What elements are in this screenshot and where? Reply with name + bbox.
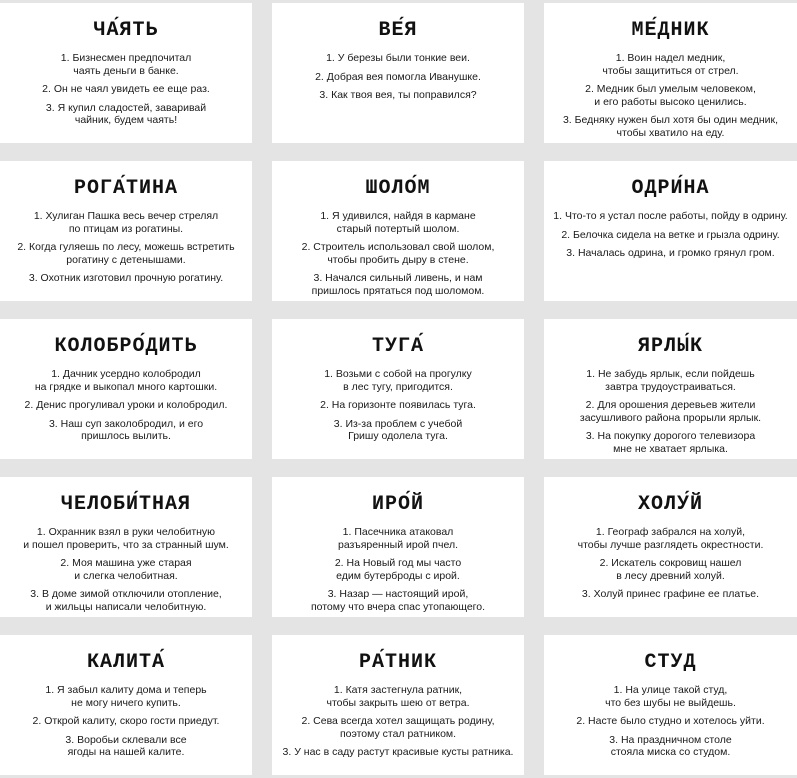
example-sentence: 3. Из-за проблем с учебой Гришу одолела туга. (333, 417, 463, 442)
word-card (0, 161, 252, 301)
example-sentence: 3. У нас в саду растут красивые кусты ратника. (282, 746, 514, 758)
example-sentence: 3. Охотник изготовил прочную рогатину. (28, 272, 224, 284)
example-sentence: 3. Назар — настоящий ирой, потому что вчера спас утопающего. (310, 588, 486, 613)
example-sentence: 1. У березы были тонкие веи. (326, 52, 470, 64)
word-card (544, 477, 797, 617)
example-sentence: 1. Я забыл калиту дома и теперь не могу ничего купить. (45, 684, 207, 709)
example-sentence: 3. На покупку дорогого телевизора мне не хватает ярлыка. (585, 430, 756, 455)
card-word: ТУГА́ (371, 335, 424, 358)
example-sentence: 2. Насте было студно и хотелось уйти. (576, 715, 765, 727)
example-sentence: 1. Катя застегнула ратник, чтобы закрыть шею от ветра. (326, 684, 470, 709)
word-card (544, 3, 797, 143)
card-word: СТУД (644, 651, 697, 674)
card-word: ШОЛО́М (365, 177, 431, 200)
card-word: МЕ́ДНИК (631, 19, 710, 42)
word-card (544, 161, 797, 301)
card-word: ХОЛУ́Й (637, 493, 703, 516)
card-word: ОДРИ́НА (631, 177, 710, 200)
word-card (272, 3, 524, 143)
example-sentence: 1. Хулиган Пашка весь вечер стрелял по птицам из рогатины. (33, 210, 219, 235)
example-sentence: 2. Денис прогуливал уроки и колобродил. (24, 399, 228, 411)
card-word: ЧА́ЯТЬ (93, 19, 159, 42)
example-sentence: 2. На Новый год мы часто едим бутерброды с ирой. (334, 557, 462, 582)
card-word: КАЛИТА́ (86, 651, 165, 674)
example-sentence: 1. Пасечника атаковал разъяренный ирой пчел. (337, 526, 459, 551)
example-sentence: 1. Что-то я устал после работы, пойду в одрину. (553, 210, 788, 222)
example-sentence: 3. Бедняку нужен был хотя бы один медник, чтобы хватило на еду. (562, 114, 779, 139)
example-sentence: 3. Начался сильный ливень, и нам пришлось прятаться под шоломом. (311, 272, 485, 297)
example-sentence: 3. Воробьи склевали все ягоды на нашей калите. (65, 733, 187, 758)
word-card (0, 319, 252, 459)
example-sentence: 2. Искатель сокровищ нашел в лесу древний холуй. (599, 557, 742, 582)
word-card (544, 635, 797, 775)
example-sentence: 3. Как твоя вея, ты поправился? (319, 89, 477, 101)
word-card (0, 635, 252, 775)
example-sentence: 2. Добрая вея помогла Иванушке. (315, 70, 481, 83)
card-word: РОГА́ТИНА (73, 177, 178, 200)
example-sentence: 1. Воин надел медник, чтобы защититься от стрел. (602, 52, 739, 77)
example-sentence: 2. Медник был умелым человеком, и его работы высоко ценились. (585, 83, 756, 108)
word-card (272, 635, 524, 775)
example-sentence: 3. Я купил сладостей, заваривай чайник, будем чаять! (45, 101, 207, 126)
example-sentence: 2. Для орошения деревьев жители засушливого района прорыли ярлык. (579, 399, 762, 424)
example-sentence: 1. Не забудь ярлык, если пойдешь завтра трудоустраиваться. (586, 368, 755, 393)
example-sentence: 1. Бизнесмен предпочитал чаять деньги в банке. (60, 52, 192, 77)
example-sentence: 1. Я удивился, найдя в кармане старый потертый шолом. (320, 210, 476, 235)
example-sentence: 2. Когда гуляешь по лесу, можешь встретить рогатину с детенышами. (17, 241, 235, 266)
example-sentence: 2. Моя машина уже старая и слегка челобитная. (60, 557, 192, 582)
word-card (544, 319, 797, 459)
card-word: ЯРЛЫ́К (637, 335, 703, 358)
card-word: ВЕ́Я (378, 19, 418, 42)
word-card (272, 477, 524, 617)
example-sentence: 3. В доме зимой отключили отопление, и жильцы написали челобитную. (30, 588, 222, 613)
word-card (272, 161, 524, 301)
example-sentence: 2. Строитель использовал свой шолом, чтобы пробить дыру в стене. (301, 241, 495, 266)
example-sentence: 3. На праздничном столе стояла миска со студом. (609, 733, 732, 758)
example-sentence: 2. Открой калиту, скоро гости приедут. (32, 715, 220, 727)
example-sentence: 1. Географ забрался на холуй, чтобы лучше разглядеть окрестности. (577, 526, 764, 551)
example-sentence: 3. Началась одрина, и громко грянул гром. (566, 247, 775, 259)
example-sentence: 3. Холуй принес графине ее платье. (581, 588, 760, 600)
example-sentence: 2. Сева всегда хотел защищать родину, поэтому стал ратником. (301, 715, 495, 740)
example-sentence: 2. Он не чаял увидеть ее еще раз. (42, 83, 210, 95)
example-sentence: 1. На улице такой студ, что без шубы не выйдешь. (605, 684, 736, 709)
word-card (0, 477, 252, 617)
word-card (272, 319, 524, 459)
card-word: РА́ТНИК (358, 651, 437, 674)
word-card (0, 3, 252, 143)
example-sentence: 2. На горизонте появилась туга. (320, 399, 476, 411)
card-word: ИРО́Й (371, 493, 424, 516)
example-sentence: 2. Белочка сидела на ветке и грызла одрину. (561, 228, 780, 241)
card-word: КОЛОБРО́ДИТЬ (54, 335, 198, 358)
example-sentence: 1. Возьми с собой на прогулку в лес тугу, пригодится. (324, 368, 472, 393)
example-sentence: 3. Наш суп заколобродил, и его пришлось вылить. (48, 417, 204, 442)
example-sentence: 1. Охранник взял в руки челобитную и пошел проверить, что за странный шум. (23, 526, 229, 551)
card-word: ЧЕЛОБИ́ТНАЯ (60, 493, 192, 516)
example-sentence: 1. Дачник усердно колобродил на грядке и выкопал много картошки. (34, 368, 218, 393)
